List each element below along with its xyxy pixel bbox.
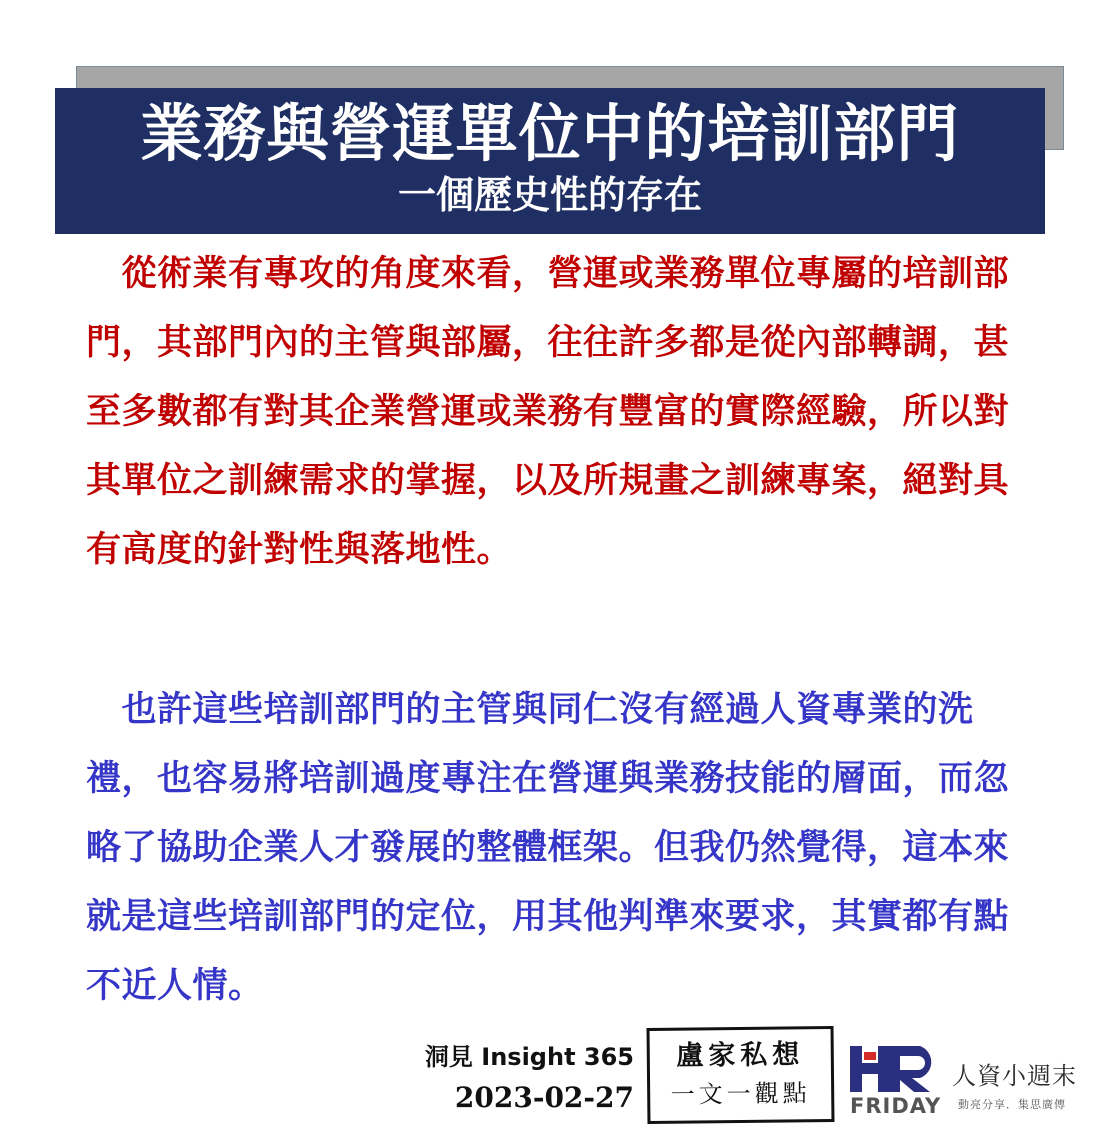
footer-series: [425, 1040, 634, 1118]
hr-brand-friday: FRIDAY: [850, 1094, 942, 1118]
hr-logo-icon: [848, 1042, 948, 1094]
brand-line-1: 盧家私想: [676, 1039, 805, 1072]
series-name: 洞見 Insight 365: [424, 1043, 634, 1071]
brand-stamp: [647, 1026, 835, 1124]
hr-brand-slogan: 動亮分享．集思廣傳: [958, 1098, 1066, 1111]
paragraph-1: 從術業有專攻的角度來看，營運或業務單位專屬的培訓部門，其部門內的主管與部屬，往往許多都是從內部轉調，甚至多數都有對其企業營運或業務有豐富的實際經驗，所以對其單位之訓練需求的掌握，以及所規畫之訓練專案，絕對具有高度的針對性與落地性。: [86, 254, 1010, 570]
page-subtitle: 一個歷史性的存在: [397, 172, 702, 217]
publish-date: 2023-02-27: [454, 1081, 634, 1114]
hr-brand-name: 人資小週末: [952, 1062, 1077, 1090]
title-banner: [55, 88, 1045, 234]
brand-line-2: 一文一觀點: [670, 1079, 811, 1109]
page-title: 業務與營運單位中的培訓部門: [140, 97, 960, 170]
paragraph-2: 也許這些培訓部門的主管與同仁沒有經過人資專業的洗禮，也容易將培訓過度專注在營運與業務技能的層面，而忽略了協助企業人才發展的整體框架。但我仍然覺得，這本來就是這些培訓部門的定位，用其他判準來要求，其實都有點不近人情。: [86, 690, 1010, 1006]
